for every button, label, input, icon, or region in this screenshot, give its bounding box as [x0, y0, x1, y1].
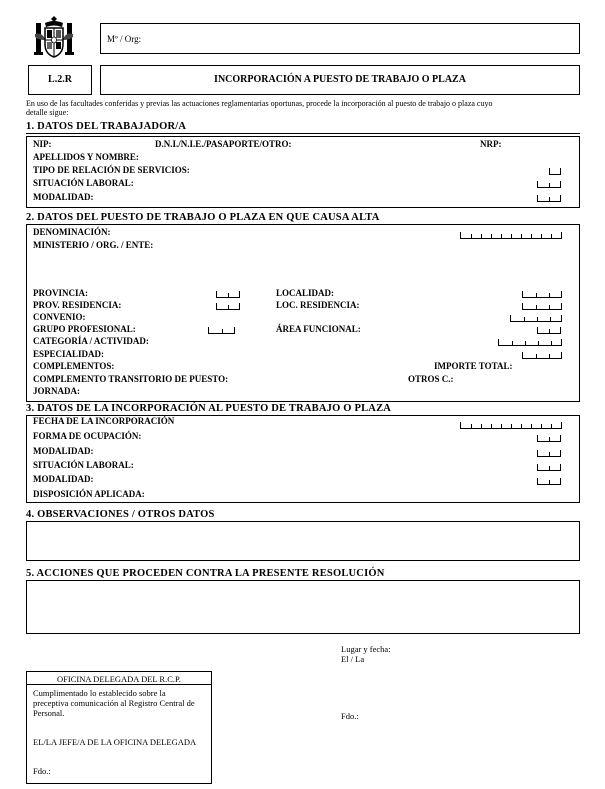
otros-label: OTROS C.:: [408, 374, 454, 384]
prov-residencia-cells[interactable]: [216, 303, 240, 310]
nrp-label: NRP:: [480, 139, 502, 149]
area-funcional-label: ÁREA FUNCIONAL:: [276, 324, 361, 334]
convenio-cells[interactable]: [510, 315, 562, 322]
section-2-title: 2. DATOS DEL PUESTO DE TRABAJO O PLAZA EN QUE CAUSA ALTA: [26, 212, 380, 223]
complemento-transitorio-label: COMPLEMENTO TRANSITORIO DE PUESTO:: [33, 374, 229, 384]
ministry-field[interactable]: [100, 23, 580, 54]
lugar-fecha-label: Lugar y fecha:: [341, 644, 391, 654]
loc-residencia-label: LOC. RESIDENCIA:: [276, 300, 360, 310]
modalidad-1-cells[interactable]: [537, 450, 561, 457]
office-title: OFICINA DELEGADA DEL R.C.P.: [57, 674, 181, 684]
observaciones-field[interactable]: [26, 521, 580, 561]
el-la-label: El / La: [341, 654, 365, 664]
modalidad-2-label: MODALIDAD:: [33, 474, 94, 484]
fdo-right-label: Fdo.:: [341, 711, 359, 721]
situacion-laboral-label: SITUACIÓN LABORAL:: [33, 178, 134, 188]
localidad-cells[interactable]: [522, 291, 562, 298]
fecha-incorporacion-label: FECHA DE LA INCORPORACIÓN: [33, 416, 175, 426]
forma-ocupacion-label: FORMA DE OCUPACIÓN:: [33, 431, 142, 441]
provincia-cells[interactable]: [216, 291, 240, 298]
office-jefe: EL/LA JEFE/A DE LA OFICINA DELEGADA: [33, 737, 197, 747]
provincia-label: PROVINCIA:: [33, 288, 88, 298]
fecha-incorporacion-cells[interactable]: [460, 422, 562, 429]
situacion-laboral-cells[interactable]: [537, 181, 561, 188]
modalidad-1-label: MODALIDAD:: [33, 446, 94, 456]
convenio-label: CONVENIO:: [33, 312, 86, 322]
dni-label: D.N.I./N.I.E./PASAPORTE/OTRO:: [155, 139, 292, 149]
office-text-1: Cumplimentado lo establecido sobre la: [33, 688, 166, 698]
section-4-title: 4. OBSERVACIONES / OTROS DATOS: [26, 509, 215, 520]
modalidad-2-cells[interactable]: [537, 478, 561, 485]
situacion-laboral-3-label: SITUACIÓN LABORAL:: [33, 460, 134, 470]
grupo-profesional-cells[interactable]: [208, 327, 235, 334]
fdo-left-label: Fdo.:: [33, 766, 51, 776]
disposicion-label: DISPOSICIÓN APLICADA:: [33, 489, 145, 499]
denominacion-label: DENOMINACIÓN:: [33, 227, 111, 237]
section-3-title: 3. DATOS DE LA INCORPORACIÓN AL PUESTO DE TRABAJO O PLAZA: [26, 403, 392, 414]
form-code: L.2.R: [48, 74, 72, 85]
loc-residencia-cells[interactable]: [522, 303, 562, 310]
especialidad-cells[interactable]: [522, 352, 562, 359]
area-funcional-cells[interactable]: [537, 327, 561, 334]
situacion-laboral-3-cells[interactable]: [537, 464, 561, 471]
especialidad-label: ESPECIALIDAD:: [33, 349, 105, 359]
coat-of-arms-logo: [33, 14, 75, 62]
intro-line-2: detalle sigue:: [26, 108, 69, 117]
tipo-relacion-cells[interactable]: [549, 168, 561, 175]
jornada-label: JORNADA:: [33, 386, 80, 396]
office-text-2: preceptiva comunicación al Registro Central de: [33, 698, 195, 708]
tipo-relacion-label: TIPO DE RELACIÓN DE SERVICIOS:: [33, 165, 190, 175]
intro-line-1: En uso de las facultades conferidas y previas las actuaciones reglamentarias oportunas, procede la incorporación al puesto de trabajo o plaza cuyo: [26, 99, 493, 108]
categoria-cells[interactable]: [498, 339, 562, 346]
section-5-title: 5. ACCIONES QUE PROCEDEN CONTRA LA PRESENTE RESOLUCIÓN: [26, 568, 385, 579]
denominacion-cells[interactable]: [460, 232, 562, 239]
nip-label: NIP:: [33, 139, 52, 149]
ministerio-label: MINISTERIO / ORG. / ENTE:: [33, 240, 154, 250]
categoria-label: CATEGORÍA / ACTIVIDAD:: [33, 336, 149, 346]
forma-ocupacion-cells[interactable]: [537, 435, 561, 442]
prov-residencia-label: PROV. RESIDENCIA:: [33, 300, 122, 310]
importe-total-label: IMPORTE TOTAL:: [434, 361, 513, 371]
page-title: INCORPORACIÓN A PUESTO DE TRABAJO O PLAZA: [214, 74, 466, 85]
apellidos-label: APELLIDOS Y NOMBRE:: [33, 152, 139, 162]
section-1-title: 1. DATOS DEL TRABAJADOR/A: [26, 121, 187, 132]
office-text-3: Personal.: [33, 708, 65, 718]
modalidad-cells[interactable]: [537, 195, 561, 202]
modalidad-label: MODALIDAD:: [33, 192, 94, 202]
complementos-label: COMPLEMENTOS:: [33, 361, 115, 371]
grupo-profesional-label: GRUPO PROFESIONAL:: [33, 324, 136, 334]
ministry-label: Mº / Org:: [107, 34, 142, 44]
localidad-label: LOCALIDAD:: [276, 288, 335, 298]
acciones-field[interactable]: [26, 580, 580, 634]
